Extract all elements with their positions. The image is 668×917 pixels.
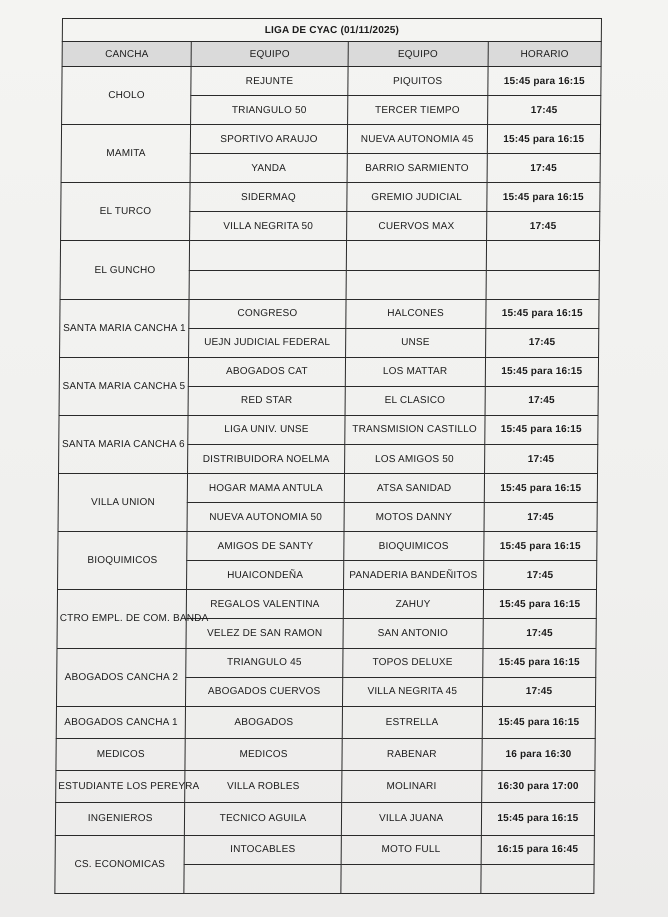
horario-cell: 17:45 [483,561,596,590]
fixture-document [54,18,602,894]
team-visitante-cell [346,241,486,270]
team-local-cell: TRIANGULO 50 [191,96,348,125]
team-visitante-cell: UNSE [345,328,485,357]
team-local-cell: UEJN JUDICIAL FEDERAL [189,328,346,357]
horario-cell: 15:45 para 16:15 [487,125,600,154]
table-row [57,648,596,677]
team-visitante-cell: LOS MATTAR [345,357,485,386]
horario-cell: 17:45 [486,212,599,241]
cancha-cell: ABOGADOS CANCHA 2 [56,648,186,706]
team-visitante-cell: GREMIO JUDICIAL [346,183,486,212]
team-visitante-cell: VILLA NEGRITA 45 [342,677,482,706]
horario-cell: 17:45 [484,503,597,532]
cancha-cell: EL GUNCHO [60,241,190,299]
cancha-cell: MAMITA [61,125,191,183]
table-row [61,125,600,154]
table-row [59,415,598,444]
team-visitante-cell: PIQUITOS [347,67,487,96]
horario-cell: 15:45 para 16:15 [486,299,599,328]
table-row [60,299,599,328]
cancha-cell: SANTA MARIA CANCHA 1 [60,299,190,357]
table-row [55,835,594,864]
horario-cell: 17:45 [482,677,595,706]
team-local-cell: TRIANGULO 45 [186,648,343,677]
team-visitante-cell: RABENAR [342,738,482,770]
team-visitante-cell: ZAHUY [343,590,483,619]
horario-cell: 15:45 para 16:15 [481,803,594,835]
team-local-cell: VELEZ DE SAN RAMON [186,619,343,648]
fixture-body [55,67,601,894]
team-visitante-cell: MOTO FULL [341,835,481,864]
column-header-horario: HORARIO [488,42,601,67]
horario-cell [486,270,599,299]
team-local-cell: SPORTIVO ARAUJO [191,125,348,154]
table-row [56,771,595,803]
horario-cell: 15:45 para 16:15 [488,67,601,96]
team-local-cell [184,864,341,893]
team-visitante-cell: VILLA JUANA [341,803,481,835]
column-header-equipo-local: EQUIPO [191,42,348,67]
team-local-cell: REJUNTE [191,67,348,96]
team-visitante-cell: BIOQUIMICOS [343,532,483,561]
cancha-cell: ABOGADOS CANCHA 1 [56,706,186,738]
team-local-cell: DISTRIBUIDORA NOELMA [188,445,345,474]
team-local-cell: ABOGADOS CAT [189,357,346,386]
team-visitante-cell: TOPOS DELUXE [342,648,482,677]
table-row [56,706,595,738]
horario-cell: 16:15 para 16:45 [481,835,594,864]
table-row [58,474,597,503]
table-row [59,357,598,386]
cancha-cell: INGENIEROS [55,803,185,835]
team-visitante-cell [341,864,481,893]
team-visitante-cell [346,270,486,299]
horario-cell: 15:45 para 16:15 [484,474,597,503]
fixture-table [54,18,602,894]
horario-cell: 15:45 para 16:15 [482,706,595,738]
cancha-cell: SANTA MARIA CANCHA 5 [59,357,189,415]
team-local-cell: AMIGOS DE SANTY [187,532,344,561]
horario-cell: 15:45 para 16:15 [483,590,596,619]
team-local-cell: INTOCABLES [184,835,341,864]
team-visitante-cell: ESTRELLA [342,706,482,738]
team-local-cell: VILLA NEGRITA 50 [190,212,347,241]
table-row [61,183,600,212]
team-visitante-cell: NUEVA AUTONOMIA 45 [347,125,487,154]
cancha-cell: CTRO EMPL. DE COM. BANDA [57,590,187,648]
horario-cell: 15:45 para 16:15 [485,415,598,444]
cancha-cell: SANTA MARIA CANCHA 6 [59,415,189,473]
horario-cell: 17:45 [485,328,598,357]
team-local-cell: TECNICO AGUILA [185,803,342,835]
team-local-cell: ABOGADOS [186,706,343,738]
team-visitante-cell: EL CLASICO [345,386,485,415]
horario-cell: 17:45 [483,619,596,648]
horario-cell: 16 para 16:30 [482,738,595,770]
cancha-cell: CHOLO [62,67,192,125]
cancha-cell: VILLA UNION [58,474,188,532]
team-visitante-cell: TERCER TIEMPO [347,96,487,125]
team-visitante-cell: LOS AMIGOS 50 [344,445,484,474]
team-local-cell: CONGRESO [189,299,346,328]
column-header-cancha: CANCHA [62,42,192,67]
cancha-cell: BIOQUIMICOS [58,532,188,590]
team-visitante-cell: PANADERIA BANDEÑITOS [343,561,483,590]
horario-cell: 17:45 [487,96,600,125]
table-row [57,590,596,619]
horario-cell: 15:45 para 16:15 [485,357,598,386]
cancha-cell: EL TURCO [61,183,191,241]
team-visitante-cell: SAN ANTONIO [343,619,483,648]
team-visitante-cell: MOTOS DANNY [344,503,484,532]
horario-cell: 17:45 [487,154,600,183]
team-visitante-cell: MOLINARI [341,771,481,803]
team-visitante-cell: CUERVOS MAX [346,212,486,241]
table-row [58,532,597,561]
horario-cell: 15:45 para 16:15 [483,648,596,677]
table-row [56,738,595,770]
team-visitante-cell: TRANSMISION CASTILLO [344,415,484,444]
team-local-cell [189,270,346,299]
team-local-cell [190,241,347,270]
cancha-cell: MEDICOS [56,738,186,770]
team-local-cell: HOGAR MAMA ANTULA [188,474,345,503]
team-local-cell: ABOGADOS CUERVOS [186,677,343,706]
horario-cell: 15:45 para 16:15 [487,183,600,212]
team-local-cell: LIGA UNIV. UNSE [188,415,345,444]
team-visitante-cell: HALCONES [345,299,485,328]
cancha-cell: ESTUDIANTE LOS PEREYRA [56,771,186,803]
team-visitante-cell: BARRIO SARMIENTO [347,154,487,183]
team-visitante-cell: ATSA SANIDAD [344,474,484,503]
team-local-cell: YANDA [190,154,347,183]
horario-cell: 16:30 para 17:00 [481,771,594,803]
table-row [60,241,599,270]
horario-cell: 15:45 para 16:15 [484,532,597,561]
horario-cell: 17:45 [484,445,597,474]
team-local-cell: RED STAR [188,386,345,415]
horario-cell [486,241,599,270]
team-local-cell: HUAICONDEÑA [187,561,344,590]
table-row [55,803,594,835]
team-local-cell: MEDICOS [185,738,342,770]
cancha-cell: CS. ECONOMICAS [55,835,185,893]
team-local-cell: SIDERMAQ [190,183,347,212]
team-local-cell: NUEVA AUTONOMIA 50 [187,503,344,532]
horario-cell [481,864,594,893]
team-local-cell: REGALOS VALENTINA [187,590,344,619]
team-local-cell: VILLA ROBLES [185,771,342,803]
column-header-equipo-visitante: EQUIPO [348,42,488,67]
table-row [62,67,601,96]
horario-cell: 17:45 [485,386,598,415]
page-title: LIGA DE CYAC (01/11/2025) [62,19,601,42]
